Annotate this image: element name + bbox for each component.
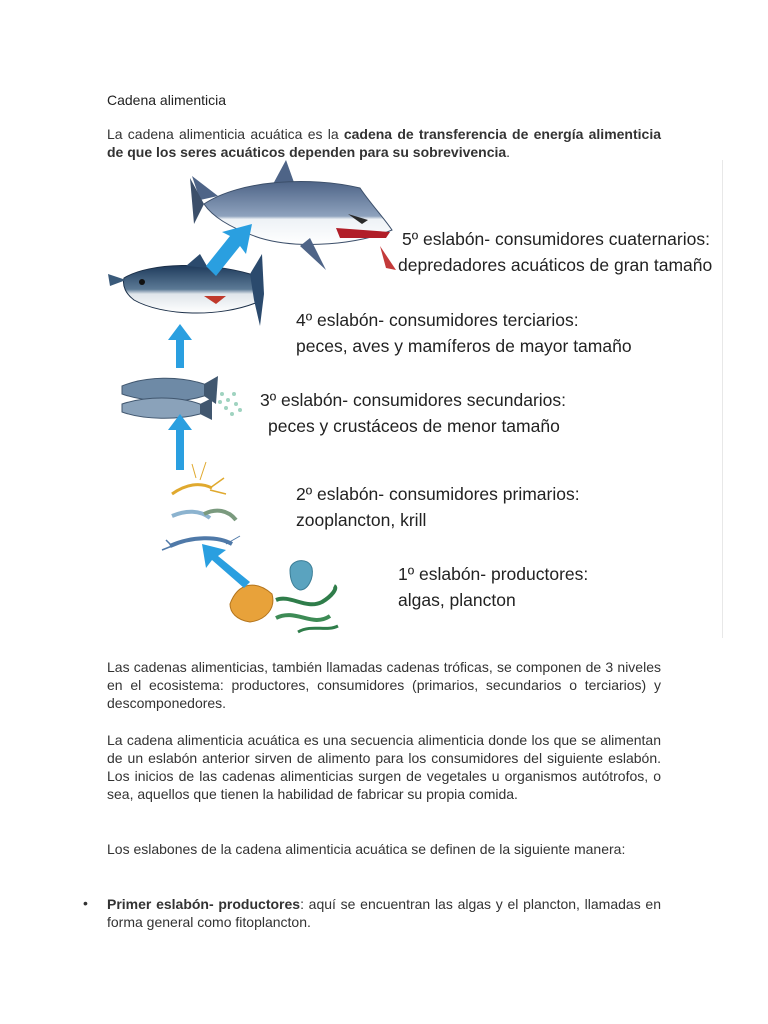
level-3-title: 3º eslabón- consumidores secundarios:	[260, 390, 567, 410]
level-3-label	[260, 387, 566, 439]
tuna-icon	[108, 254, 264, 326]
small-fish-icon	[122, 376, 242, 420]
level-4-title: 4º eslabón- consumidores terciarios:	[296, 310, 579, 330]
level-1-title: 1º eslabón- productores:	[398, 564, 589, 584]
level-2-label	[296, 481, 580, 533]
level-2-title: 2º eslabón- consumidores primarios:	[296, 484, 580, 504]
intro-paragraph	[107, 125, 661, 161]
level-1-desc: algas, plancton	[398, 590, 516, 610]
paragraph-3: Los eslabones de la cadena alimenticia acuática se definen de la siguiente manera:	[107, 841, 626, 857]
level-5-desc: depredadores acuáticos de gran tamaño	[398, 255, 713, 275]
zooplankton-icon	[162, 462, 240, 550]
bullet-item	[107, 895, 661, 931]
level-3-desc: peces y crustáceos de menor tamaño	[268, 416, 560, 436]
intro-tail: .	[506, 144, 511, 160]
paragraph-2: La cadena alimenticia acuática es una secuencia alimenticia donde los que se alimentan de un eslabón anterior sirven de alimento para los consumidores del siguiente eslabón. Los inicios de las cadenas alimenticias surgen de vegetales u organismos autótrofos, o sea, aquellos que tienen la habilidad de fabricar su propia comida.	[107, 732, 661, 802]
bullet-marker: •	[83, 895, 88, 911]
intro-lead: La cadena alimenticia acuática es la	[107, 126, 344, 142]
level-4-label	[296, 307, 632, 359]
level-2-desc: zooplancton, krill	[296, 510, 427, 530]
bullet-rest: : aquí se encuentran las algas y el plancton, llamadas en forma general como fitoplancton.	[107, 896, 661, 930]
level-5-label	[398, 226, 713, 278]
paragraph-1: Las cadenas alimenticias, también llamadas cadenas tróficas, se componen de 3 niveles en el ecosistema: productores, consumidores (primarios, secundarios o terciarios) y descomponedores.	[107, 659, 661, 711]
figure-edge-line	[722, 160, 723, 638]
level-5-title: 5º eslabón- consumidores cuaternarios:	[402, 229, 710, 249]
food-chain-figure	[100, 158, 730, 640]
page-title: Cadena alimenticia	[107, 92, 227, 108]
bullet-bold: Primer eslabón- productores	[107, 896, 301, 912]
level-1-label	[398, 561, 588, 613]
intro-bold: cadena de transferencia de energía alimenticia de que los seres acuáticos dependen para su sobrevivencia	[107, 126, 662, 160]
algae-icon	[230, 561, 338, 632]
level-4-desc: peces, aves y mamíferos de mayor tamaño	[296, 336, 632, 356]
